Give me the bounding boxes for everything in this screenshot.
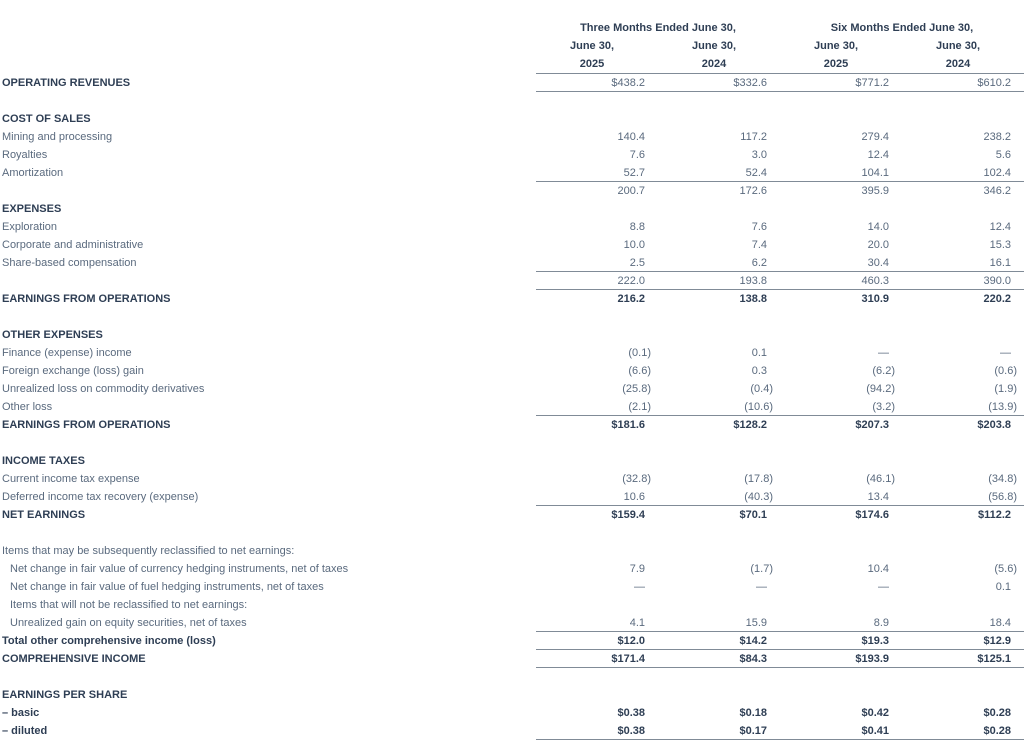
row-label: COST OF SALES bbox=[2, 113, 91, 125]
value-cell: 200.7 bbox=[617, 185, 645, 197]
value-cell: 172.6 bbox=[739, 185, 767, 197]
table-row bbox=[0, 272, 1024, 290]
value-cell: (0.4) bbox=[750, 383, 773, 395]
row-values bbox=[536, 578, 1024, 596]
row-values bbox=[536, 362, 1024, 380]
value-cell: 2.5 bbox=[629, 257, 645, 269]
row-label: – diluted bbox=[2, 725, 48, 737]
value-cell: — bbox=[878, 581, 889, 593]
row-label: EXPENSES bbox=[2, 203, 62, 215]
value-cell: $0.42 bbox=[861, 707, 889, 719]
spacer-row bbox=[0, 434, 1024, 452]
value-cell bbox=[658, 326, 780, 344]
table-row bbox=[0, 398, 1024, 416]
value-cell: — bbox=[1000, 347, 1011, 359]
table-row bbox=[0, 614, 1024, 632]
value-cell: (0.6) bbox=[994, 365, 1017, 377]
table-row bbox=[0, 290, 1024, 308]
spacer-row bbox=[0, 308, 1024, 326]
value-cell: 140.4 bbox=[617, 131, 645, 143]
row-values bbox=[536, 398, 1024, 416]
table-row bbox=[0, 344, 1024, 362]
spacer-row bbox=[0, 92, 1024, 110]
value-cell: 20.0 bbox=[867, 239, 889, 251]
row-label: Unrealized loss on commodity derivatives bbox=[2, 383, 205, 395]
row-label: Current income tax expense bbox=[2, 473, 140, 485]
table-row bbox=[0, 632, 1024, 650]
value-cell bbox=[902, 326, 1024, 344]
value-cell: (17.8) bbox=[744, 473, 773, 485]
row-label: OPERATING REVENUES bbox=[2, 77, 131, 89]
value-cell: 390.0 bbox=[983, 275, 1011, 287]
value-cell bbox=[658, 110, 780, 128]
row-label: INCOME TAXES bbox=[2, 455, 85, 467]
value-cell bbox=[536, 542, 658, 560]
value-cell: (6.6) bbox=[628, 365, 651, 377]
value-cell bbox=[536, 596, 658, 614]
row-label: Net change in fair value of currency hedging instruments, net of taxes bbox=[10, 563, 349, 575]
value-cell: $0.41 bbox=[861, 725, 889, 737]
value-cell: (6.2) bbox=[872, 365, 895, 377]
row-label: Net change in fair value of fuel hedging instruments, net of taxes bbox=[10, 581, 324, 593]
spacer-row bbox=[0, 524, 1024, 542]
table-row bbox=[0, 416, 1024, 434]
value-cell: $174.6 bbox=[855, 509, 889, 521]
value-cell: (25.8) bbox=[622, 383, 651, 395]
value-cell: (0.1) bbox=[628, 347, 651, 359]
row-values bbox=[536, 344, 1024, 362]
value-cell: (46.1) bbox=[866, 473, 895, 485]
value-cell: 117.2 bbox=[740, 131, 767, 143]
value-cell: 310.9 bbox=[861, 293, 889, 305]
table-row bbox=[0, 128, 1024, 146]
value-cell bbox=[536, 326, 658, 344]
value-cell: (94.2) bbox=[866, 383, 895, 395]
row-label: Mining and processing bbox=[2, 131, 113, 143]
value-cell: 7.6 bbox=[629, 149, 645, 161]
value-cell bbox=[902, 542, 1024, 560]
value-cell bbox=[658, 686, 780, 704]
value-cell: (13.9) bbox=[988, 401, 1017, 413]
row-values bbox=[536, 326, 1024, 344]
value-cell: 460.3 bbox=[861, 275, 889, 287]
row-values bbox=[536, 596, 1024, 614]
table-row bbox=[0, 704, 1024, 722]
value-cell bbox=[780, 326, 902, 344]
value-cell: $0.28 bbox=[983, 707, 1011, 719]
value-cell: 10.0 bbox=[623, 239, 645, 251]
value-cell: (5.6) bbox=[994, 563, 1017, 575]
value-cell: $0.18 bbox=[739, 707, 767, 719]
value-cell: $19.3 bbox=[861, 635, 889, 647]
value-cell: $84.3 bbox=[739, 653, 767, 665]
value-cell: $0.28 bbox=[983, 725, 1011, 737]
table-row bbox=[0, 74, 1024, 92]
table-row bbox=[0, 650, 1024, 668]
table-row bbox=[0, 362, 1024, 380]
table-header bbox=[536, 19, 1024, 74]
row-values bbox=[536, 722, 1024, 740]
table-row bbox=[0, 578, 1024, 596]
value-cell: 104.1 bbox=[861, 167, 889, 179]
value-cell: 8.9 bbox=[873, 617, 889, 629]
value-cell: 8.8 bbox=[629, 221, 645, 233]
value-cell bbox=[536, 686, 658, 704]
value-cell: 0.1 bbox=[995, 581, 1011, 593]
value-cell: 12.4 bbox=[867, 149, 889, 161]
spacer-row bbox=[0, 668, 1024, 686]
value-cell: (34.8) bbox=[988, 473, 1017, 485]
value-cell: $12.9 bbox=[983, 635, 1011, 647]
row-values bbox=[536, 650, 1024, 668]
row-values bbox=[536, 164, 1024, 182]
value-cell: $14.2 bbox=[739, 635, 767, 647]
row-label: Exploration bbox=[2, 221, 58, 233]
column-header-year: 2025 bbox=[823, 58, 849, 70]
value-cell: $438.2 bbox=[611, 77, 645, 89]
row-label: EARNINGS PER SHARE bbox=[2, 689, 128, 701]
table-row bbox=[0, 200, 1024, 218]
value-cell: 138.8 bbox=[739, 293, 767, 305]
group-header-row bbox=[536, 19, 1024, 37]
row-label bbox=[0, 182, 536, 200]
row-values bbox=[536, 74, 1024, 92]
value-cell bbox=[780, 596, 902, 614]
row-values bbox=[536, 452, 1024, 470]
row-label: Items that will not be reclassified to net earnings: bbox=[10, 599, 248, 611]
value-cell bbox=[658, 596, 780, 614]
table-row bbox=[0, 254, 1024, 272]
table-row bbox=[0, 452, 1024, 470]
value-cell: $0.17 bbox=[739, 725, 767, 737]
value-cell: 395.9 bbox=[861, 185, 889, 197]
value-cell: 7.4 bbox=[751, 239, 767, 251]
value-cell: 102.4 bbox=[983, 167, 1011, 179]
value-cell: $12.0 bbox=[617, 635, 645, 647]
row-values bbox=[536, 470, 1024, 488]
row-values bbox=[536, 614, 1024, 632]
table-row bbox=[0, 380, 1024, 398]
value-cell bbox=[780, 542, 902, 560]
row-label: OTHER EXPENSES bbox=[2, 329, 103, 341]
column-header-year: 2024 bbox=[701, 58, 727, 70]
value-cell: $203.8 bbox=[977, 419, 1011, 431]
column-header-date: June 30, bbox=[813, 40, 859, 52]
value-cell: 0.1 bbox=[751, 347, 767, 359]
date-header-row bbox=[536, 37, 1024, 55]
table-row bbox=[0, 470, 1024, 488]
column-header-year: 2025 bbox=[579, 58, 605, 70]
table-row bbox=[0, 218, 1024, 236]
value-cell: 10.6 bbox=[623, 491, 645, 503]
table-row bbox=[0, 488, 1024, 506]
row-values bbox=[536, 200, 1024, 218]
value-cell: 13.4 bbox=[867, 491, 889, 503]
table-row bbox=[0, 722, 1024, 740]
value-cell: (2.1) bbox=[628, 401, 651, 413]
row-values bbox=[536, 632, 1024, 650]
table-row bbox=[0, 110, 1024, 128]
value-cell: 16.1 bbox=[989, 257, 1011, 269]
row-values bbox=[536, 506, 1024, 524]
row-label: Finance (expense) income bbox=[2, 347, 132, 359]
value-cell: $0.38 bbox=[617, 725, 645, 737]
row-label: Total other comprehensive income (loss) bbox=[2, 635, 216, 647]
value-cell: (1.7) bbox=[750, 563, 773, 575]
value-cell: 4.1 bbox=[629, 617, 645, 629]
table-row bbox=[0, 182, 1024, 200]
value-cell: $171.4 bbox=[611, 653, 645, 665]
value-cell: $128.2 bbox=[733, 419, 767, 431]
row-label: Unrealized gain on equity securities, net of taxes bbox=[10, 617, 247, 629]
row-label: EARNINGS FROM OPERATIONS bbox=[2, 419, 171, 431]
value-cell: 216.2 bbox=[617, 293, 645, 305]
row-values bbox=[536, 110, 1024, 128]
row-values bbox=[536, 146, 1024, 164]
row-label: Corporate and administrative bbox=[2, 239, 144, 251]
value-cell: 14.0 bbox=[867, 221, 889, 233]
value-cell: 279.4 bbox=[861, 131, 889, 143]
value-cell: $70.1 bbox=[739, 509, 767, 521]
value-cell bbox=[780, 686, 902, 704]
table-row bbox=[0, 506, 1024, 524]
table-row bbox=[0, 236, 1024, 254]
value-cell bbox=[902, 200, 1024, 218]
value-cell: $159.4 bbox=[611, 509, 645, 521]
value-cell bbox=[658, 200, 780, 218]
value-cell: 52.4 bbox=[745, 167, 767, 179]
row-label: Items that may be subsequently reclassified to net earnings: bbox=[2, 545, 295, 557]
value-cell: 0.3 bbox=[751, 365, 767, 377]
value-cell: 193.8 bbox=[739, 275, 767, 287]
row-label: COMPREHENSIVE INCOME bbox=[2, 653, 146, 665]
value-cell: (56.8) bbox=[988, 491, 1017, 503]
value-cell bbox=[536, 110, 658, 128]
row-label bbox=[0, 272, 536, 290]
value-cell: 10.4 bbox=[867, 563, 889, 575]
statement-rows bbox=[0, 74, 1024, 740]
row-values bbox=[536, 704, 1024, 722]
table-row bbox=[0, 596, 1024, 614]
row-label: EARNINGS FROM OPERATIONS bbox=[2, 293, 171, 305]
value-cell bbox=[780, 110, 902, 128]
column-header-date: June 30, bbox=[569, 40, 615, 52]
value-cell: 222.0 bbox=[617, 275, 645, 287]
value-cell: $193.9 bbox=[855, 653, 889, 665]
row-values bbox=[536, 272, 1024, 290]
row-values bbox=[536, 254, 1024, 272]
value-cell: 3.0 bbox=[751, 149, 767, 161]
value-cell: (10.6) bbox=[744, 401, 773, 413]
row-label: Foreign exchange (loss) gain bbox=[2, 365, 144, 377]
value-cell: (3.2) bbox=[872, 401, 895, 413]
value-cell: 15.9 bbox=[745, 617, 767, 629]
value-cell: 7.9 bbox=[629, 563, 645, 575]
value-cell: 220.2 bbox=[983, 293, 1011, 305]
value-cell bbox=[658, 542, 780, 560]
value-cell: $332.6 bbox=[733, 77, 767, 89]
row-values bbox=[536, 290, 1024, 308]
value-cell: $610.2 bbox=[977, 77, 1011, 89]
value-cell bbox=[536, 200, 658, 218]
value-cell bbox=[902, 596, 1024, 614]
value-cell: $112.2 bbox=[977, 509, 1011, 521]
value-cell bbox=[780, 200, 902, 218]
row-values bbox=[536, 542, 1024, 560]
value-cell: $207.3 bbox=[855, 419, 889, 431]
value-cell: 238.2 bbox=[983, 131, 1011, 143]
row-values bbox=[536, 218, 1024, 236]
value-cell: — bbox=[634, 581, 645, 593]
row-values bbox=[536, 380, 1024, 398]
row-values bbox=[536, 416, 1024, 434]
value-cell: 52.7 bbox=[623, 167, 645, 179]
value-cell: (40.3) bbox=[744, 491, 773, 503]
table-row bbox=[0, 146, 1024, 164]
column-group-three-months: Three Months Ended June 30, bbox=[580, 22, 736, 34]
value-cell bbox=[658, 452, 780, 470]
value-cell: 15.3 bbox=[989, 239, 1011, 251]
row-label: Amortization bbox=[2, 167, 64, 179]
row-values bbox=[536, 488, 1024, 506]
row-label: – basic bbox=[2, 707, 40, 719]
row-values bbox=[536, 686, 1024, 704]
value-cell: 346.2 bbox=[983, 185, 1011, 197]
table-row bbox=[0, 542, 1024, 560]
table-row bbox=[0, 686, 1024, 704]
column-group-six-months: Six Months Ended June 30, bbox=[830, 22, 974, 34]
value-cell: 18.4 bbox=[989, 617, 1011, 629]
value-cell: $0.38 bbox=[617, 707, 645, 719]
row-label: Share-based compensation bbox=[2, 257, 137, 269]
value-cell: $181.6 bbox=[611, 419, 645, 431]
column-header-year: 2024 bbox=[945, 58, 971, 70]
value-cell bbox=[780, 452, 902, 470]
value-cell: 30.4 bbox=[867, 257, 889, 269]
value-cell: $771.2 bbox=[855, 77, 889, 89]
value-cell: $125.1 bbox=[977, 653, 1011, 665]
row-values bbox=[536, 560, 1024, 578]
table-row bbox=[0, 164, 1024, 182]
column-header-date: June 30, bbox=[935, 40, 981, 52]
row-values bbox=[536, 236, 1024, 254]
row-values bbox=[536, 182, 1024, 200]
value-cell bbox=[902, 686, 1024, 704]
table-row bbox=[0, 560, 1024, 578]
value-cell bbox=[902, 110, 1024, 128]
value-cell bbox=[536, 452, 658, 470]
value-cell: — bbox=[756, 581, 767, 593]
value-cell: — bbox=[878, 347, 889, 359]
value-cell: (32.8) bbox=[622, 473, 651, 485]
row-label: Royalties bbox=[2, 149, 48, 161]
row-label: Other loss bbox=[2, 401, 53, 413]
value-cell: (1.9) bbox=[994, 383, 1017, 395]
row-values bbox=[536, 128, 1024, 146]
year-header-row bbox=[536, 55, 1024, 73]
value-cell: 5.6 bbox=[995, 149, 1011, 161]
column-header-date: June 30, bbox=[691, 40, 737, 52]
row-label: NET EARNINGS bbox=[2, 509, 86, 521]
value-cell bbox=[902, 452, 1024, 470]
row-label: Deferred income tax recovery (expense) bbox=[2, 491, 199, 503]
value-cell: 7.6 bbox=[751, 221, 767, 233]
value-cell: 12.4 bbox=[989, 221, 1011, 233]
table-row bbox=[0, 326, 1024, 344]
value-cell: 6.2 bbox=[751, 257, 767, 269]
